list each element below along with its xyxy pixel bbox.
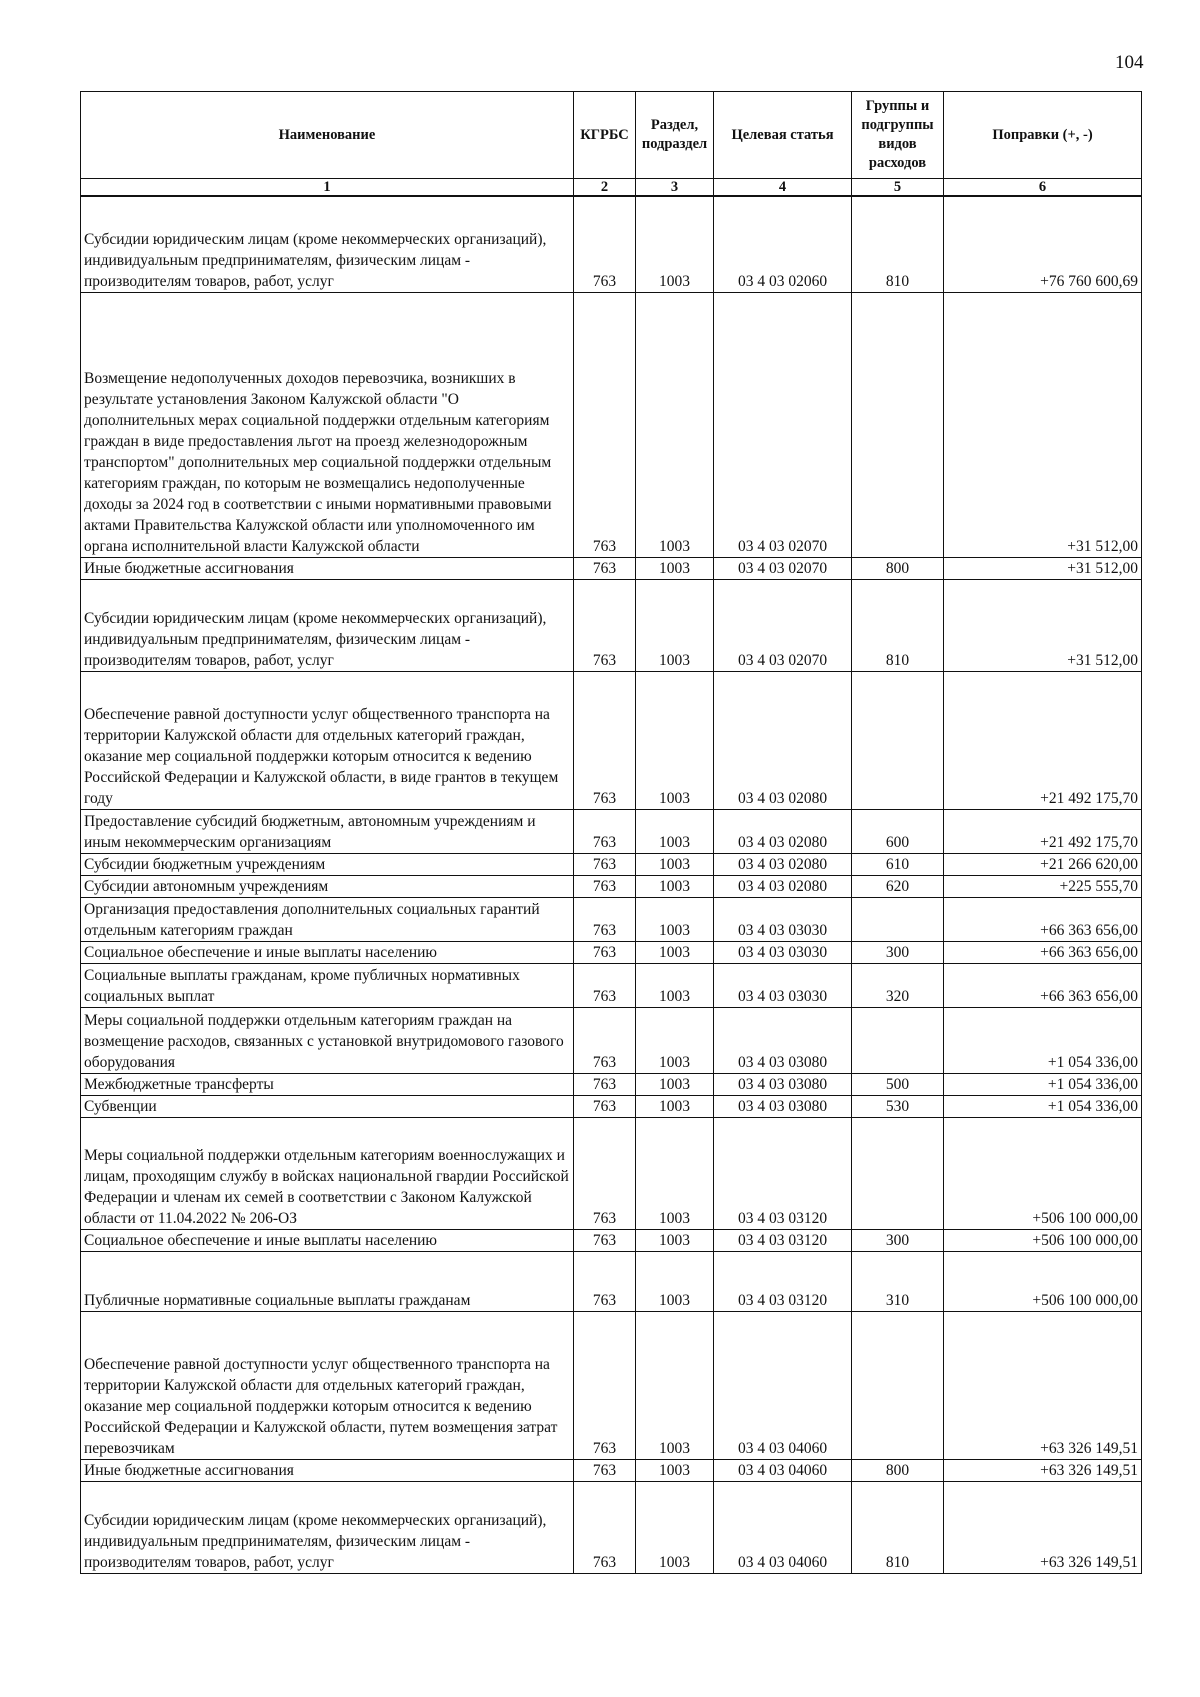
table-row <box>81 875 1142 897</box>
cell-group <box>852 1007 944 1073</box>
table-row <box>81 853 1142 875</box>
cell-amount: +1 054 336,00 <box>944 1007 1142 1073</box>
cell-amount: +63 326 149,51 <box>944 1481 1142 1573</box>
cell-article: 03 4 03 03080 <box>714 1007 852 1073</box>
cell-kgrbs: 763 <box>574 1251 636 1311</box>
cell-amount: +21 492 175,70 <box>944 809 1142 853</box>
cell-group: 610 <box>852 853 944 875</box>
cell-name: Публичные нормативные социальные выплаты гражданам <box>81 1251 574 1311</box>
cell-name: Субсидии юридическим лицам (кроме некоммерческих организаций), индивидуальным предпринимателям, физическим лицам - производителям товаров, работ, услуг <box>81 1481 574 1573</box>
table-row <box>81 1007 1142 1073</box>
cell-section: 1003 <box>636 579 714 671</box>
col-header-article: Целевая статья <box>714 92 852 179</box>
cell-section: 1003 <box>636 1007 714 1073</box>
col-header-group: Группы и подгруппы видов расходов <box>852 92 944 179</box>
cell-amount: +66 363 656,00 <box>944 963 1142 1007</box>
table-row <box>81 557 1142 579</box>
cell-section: 1003 <box>636 897 714 941</box>
cell-amount: +66 363 656,00 <box>944 897 1142 941</box>
cell-section: 1003 <box>636 1117 714 1229</box>
cell-amount: +506 100 000,00 <box>944 1117 1142 1229</box>
cell-section: 1003 <box>636 809 714 853</box>
cell-section: 1003 <box>636 1481 714 1573</box>
cell-article: 03 4 03 02080 <box>714 875 852 897</box>
cell-article: 03 4 03 03080 <box>714 1095 852 1117</box>
cell-section: 1003 <box>636 671 714 809</box>
cell-group: 300 <box>852 941 944 963</box>
cell-section: 1003 <box>636 1095 714 1117</box>
cell-amount: +1 054 336,00 <box>944 1073 1142 1095</box>
col-number: 2 <box>574 179 636 197</box>
cell-amount: +31 512,00 <box>944 579 1142 671</box>
cell-kgrbs: 763 <box>574 196 636 292</box>
cell-group: 620 <box>852 875 944 897</box>
cell-group: 300 <box>852 1229 944 1251</box>
cell-kgrbs: 763 <box>574 853 636 875</box>
cell-name: Организация предоставления дополнительных социальных гарантий отдельным категориям граждан <box>81 897 574 941</box>
cell-kgrbs: 763 <box>574 1229 636 1251</box>
cell-name: Субсидии юридическим лицам (кроме некоммерческих организаций), индивидуальным предпринимателям, физическим лицам - производителям товаров, работ, услуг <box>81 196 574 292</box>
cell-article: 03 4 03 03030 <box>714 963 852 1007</box>
table-row <box>81 1095 1142 1117</box>
cell-name: Иные бюджетные ассигнования <box>81 1459 574 1481</box>
cell-group: 810 <box>852 1481 944 1573</box>
cell-name: Субвенции <box>81 1095 574 1117</box>
cell-kgrbs: 763 <box>574 671 636 809</box>
cell-article: 03 4 03 02080 <box>714 671 852 809</box>
cell-group: 530 <box>852 1095 944 1117</box>
cell-group <box>852 1117 944 1229</box>
cell-article: 03 4 03 04060 <box>714 1311 852 1459</box>
cell-group: 320 <box>852 963 944 1007</box>
col-header-amount: Поправки (+, -) <box>944 92 1142 179</box>
cell-amount: +225 555,70 <box>944 875 1142 897</box>
col-number: 4 <box>714 179 852 197</box>
table-row <box>81 941 1142 963</box>
cell-article: 03 4 03 04060 <box>714 1459 852 1481</box>
cell-amount: +31 512,00 <box>944 292 1142 557</box>
cell-section: 1003 <box>636 1073 714 1095</box>
col-number: 3 <box>636 179 714 197</box>
col-header-name: Наименование <box>81 92 574 179</box>
header-row <box>81 92 1142 179</box>
cell-article: 03 4 03 02070 <box>714 579 852 671</box>
page-number: 104 <box>1115 52 1144 73</box>
cell-group: 810 <box>852 579 944 671</box>
table-row <box>81 292 1142 557</box>
table-row <box>81 1311 1142 1459</box>
table-row <box>81 963 1142 1007</box>
cell-amount: +506 100 000,00 <box>944 1251 1142 1311</box>
cell-kgrbs: 763 <box>574 1311 636 1459</box>
cell-amount: +76 760 600,69 <box>944 196 1142 292</box>
table-row <box>81 897 1142 941</box>
cell-amount: +63 326 149,51 <box>944 1311 1142 1459</box>
cell-name: Социальное обеспечение и иные выплаты населению <box>81 941 574 963</box>
col-header-kgrbs: КГРБС <box>574 92 636 179</box>
cell-section: 1003 <box>636 875 714 897</box>
cell-kgrbs: 763 <box>574 897 636 941</box>
cell-kgrbs: 763 <box>574 809 636 853</box>
table-body <box>81 196 1142 1573</box>
cell-amount: +31 512,00 <box>944 557 1142 579</box>
cell-kgrbs: 763 <box>574 557 636 579</box>
cell-name: Субсидии юридическим лицам (кроме некоммерческих организаций), индивидуальным предпринимателям, физическим лицам - производителям товаров, работ, услуг <box>81 579 574 671</box>
cell-section: 1003 <box>636 941 714 963</box>
cell-section: 1003 <box>636 196 714 292</box>
cell-article: 03 4 03 02060 <box>714 196 852 292</box>
table-row <box>81 671 1142 809</box>
cell-amount: +506 100 000,00 <box>944 1229 1142 1251</box>
cell-kgrbs: 763 <box>574 875 636 897</box>
cell-article: 03 4 03 02070 <box>714 557 852 579</box>
cell-kgrbs: 763 <box>574 1007 636 1073</box>
budget-table <box>80 91 1142 1574</box>
cell-section: 1003 <box>636 292 714 557</box>
cell-kgrbs: 763 <box>574 1073 636 1095</box>
cell-name: Социальные выплаты гражданам, кроме публичных нормативных социальных выплат <box>81 963 574 1007</box>
cell-article: 03 4 03 03120 <box>714 1229 852 1251</box>
cell-name: Предоставление субсидий бюджетным, автономным учреждениям и иным некоммерческим организациям <box>81 809 574 853</box>
cell-group: 500 <box>852 1073 944 1095</box>
cell-kgrbs: 763 <box>574 1481 636 1573</box>
table-row <box>81 579 1142 671</box>
cell-kgrbs: 763 <box>574 963 636 1007</box>
cell-section: 1003 <box>636 1459 714 1481</box>
cell-kgrbs: 763 <box>574 1117 636 1229</box>
cell-article: 03 4 03 03080 <box>714 1073 852 1095</box>
cell-amount: +1 054 336,00 <box>944 1095 1142 1117</box>
cell-kgrbs: 763 <box>574 292 636 557</box>
cell-group: 600 <box>852 809 944 853</box>
cell-group: 800 <box>852 1459 944 1481</box>
cell-name: Возмещение недополученных доходов перевозчика, возникших в результате установления Законом Калужской области "О дополнительных мерах социальной поддержки отдельным категориям граждан в виде предоставления льгот на проезд железнодорожным транспортом" дополнительных мер социальной поддержки отдельным категориям граждан, по которым не возмещались недополученные доходы за 2024 год в соответствии с иными нормативными правовыми актами Правительства Калужской области или уполномоченного им органа исполнительной власти Калужской области <box>81 292 574 557</box>
table-row <box>81 1229 1142 1251</box>
cell-article: 03 4 03 03030 <box>714 941 852 963</box>
table-row <box>81 1481 1142 1573</box>
table-row <box>81 1459 1142 1481</box>
cell-section: 1003 <box>636 853 714 875</box>
cell-name: Социальное обеспечение и иные выплаты населению <box>81 1229 574 1251</box>
cell-article: 03 4 03 02080 <box>714 809 852 853</box>
cell-name: Обеспечение равной доступности услуг общественного транспорта на территории Калужской области для отдельных категорий граждан, оказание мер социальной поддержки которым относится к ведению Российской Федерации и Калужской области, путем возмещения затрат перевозчикам <box>81 1311 574 1459</box>
cell-name: Субсидии бюджетным учреждениям <box>81 853 574 875</box>
cell-name: Обеспечение равной доступности услуг общественного транспорта на территории Калужской области для отдельных категорий граждан, оказание мер социальной поддержки которым относится к ведению Российской Федерации и Калужской области, в виде грантов в текущем году <box>81 671 574 809</box>
cell-group: 310 <box>852 1251 944 1311</box>
cell-article: 03 4 03 04060 <box>714 1481 852 1573</box>
cell-article: 03 4 03 03030 <box>714 897 852 941</box>
cell-name: Субсидии автономным учреждениям <box>81 875 574 897</box>
cell-section: 1003 <box>636 1229 714 1251</box>
cell-amount: +21 492 175,70 <box>944 671 1142 809</box>
cell-section: 1003 <box>636 1311 714 1459</box>
column-number-row <box>81 179 1142 197</box>
cell-section: 1003 <box>636 1251 714 1311</box>
cell-amount: +21 266 620,00 <box>944 853 1142 875</box>
cell-article: 03 4 03 02070 <box>714 292 852 557</box>
cell-name: Меры социальной поддержки отдельным категориям военнослужащих и лицам, проходящим службу в войсках национальной гвардии Российской Федерации и членам их семей в соответствии с Законом Калужской области от 11.04.2022 № 206-ОЗ <box>81 1117 574 1229</box>
col-number: 5 <box>852 179 944 197</box>
col-number: 6 <box>944 179 1142 197</box>
cell-amount: +63 326 149,51 <box>944 1459 1142 1481</box>
cell-group: 800 <box>852 557 944 579</box>
cell-section: 1003 <box>636 963 714 1007</box>
cell-name: Иные бюджетные ассигнования <box>81 557 574 579</box>
cell-group <box>852 671 944 809</box>
cell-kgrbs: 763 <box>574 1459 636 1481</box>
cell-group <box>852 1311 944 1459</box>
cell-group <box>852 897 944 941</box>
cell-article: 03 4 03 03120 <box>714 1117 852 1229</box>
table-row <box>81 1251 1142 1311</box>
table-row <box>81 1117 1142 1229</box>
cell-name: Межбюджетные трансферты <box>81 1073 574 1095</box>
table-row <box>81 196 1142 292</box>
cell-kgrbs: 763 <box>574 941 636 963</box>
table-row <box>81 809 1142 853</box>
cell-kgrbs: 763 <box>574 1095 636 1117</box>
col-number: 1 <box>81 179 574 197</box>
table-row <box>81 1073 1142 1095</box>
cell-amount: +66 363 656,00 <box>944 941 1142 963</box>
col-header-section: Раздел, подраздел <box>636 92 714 179</box>
cell-kgrbs: 763 <box>574 579 636 671</box>
cell-group: 810 <box>852 196 944 292</box>
cell-article: 03 4 03 02080 <box>714 853 852 875</box>
cell-section: 1003 <box>636 557 714 579</box>
cell-name: Меры социальной поддержки отдельным категориям граждан на возмещение расходов, связанных с установкой внутридомового газового оборудования <box>81 1007 574 1073</box>
cell-article: 03 4 03 03120 <box>714 1251 852 1311</box>
cell-group <box>852 292 944 557</box>
